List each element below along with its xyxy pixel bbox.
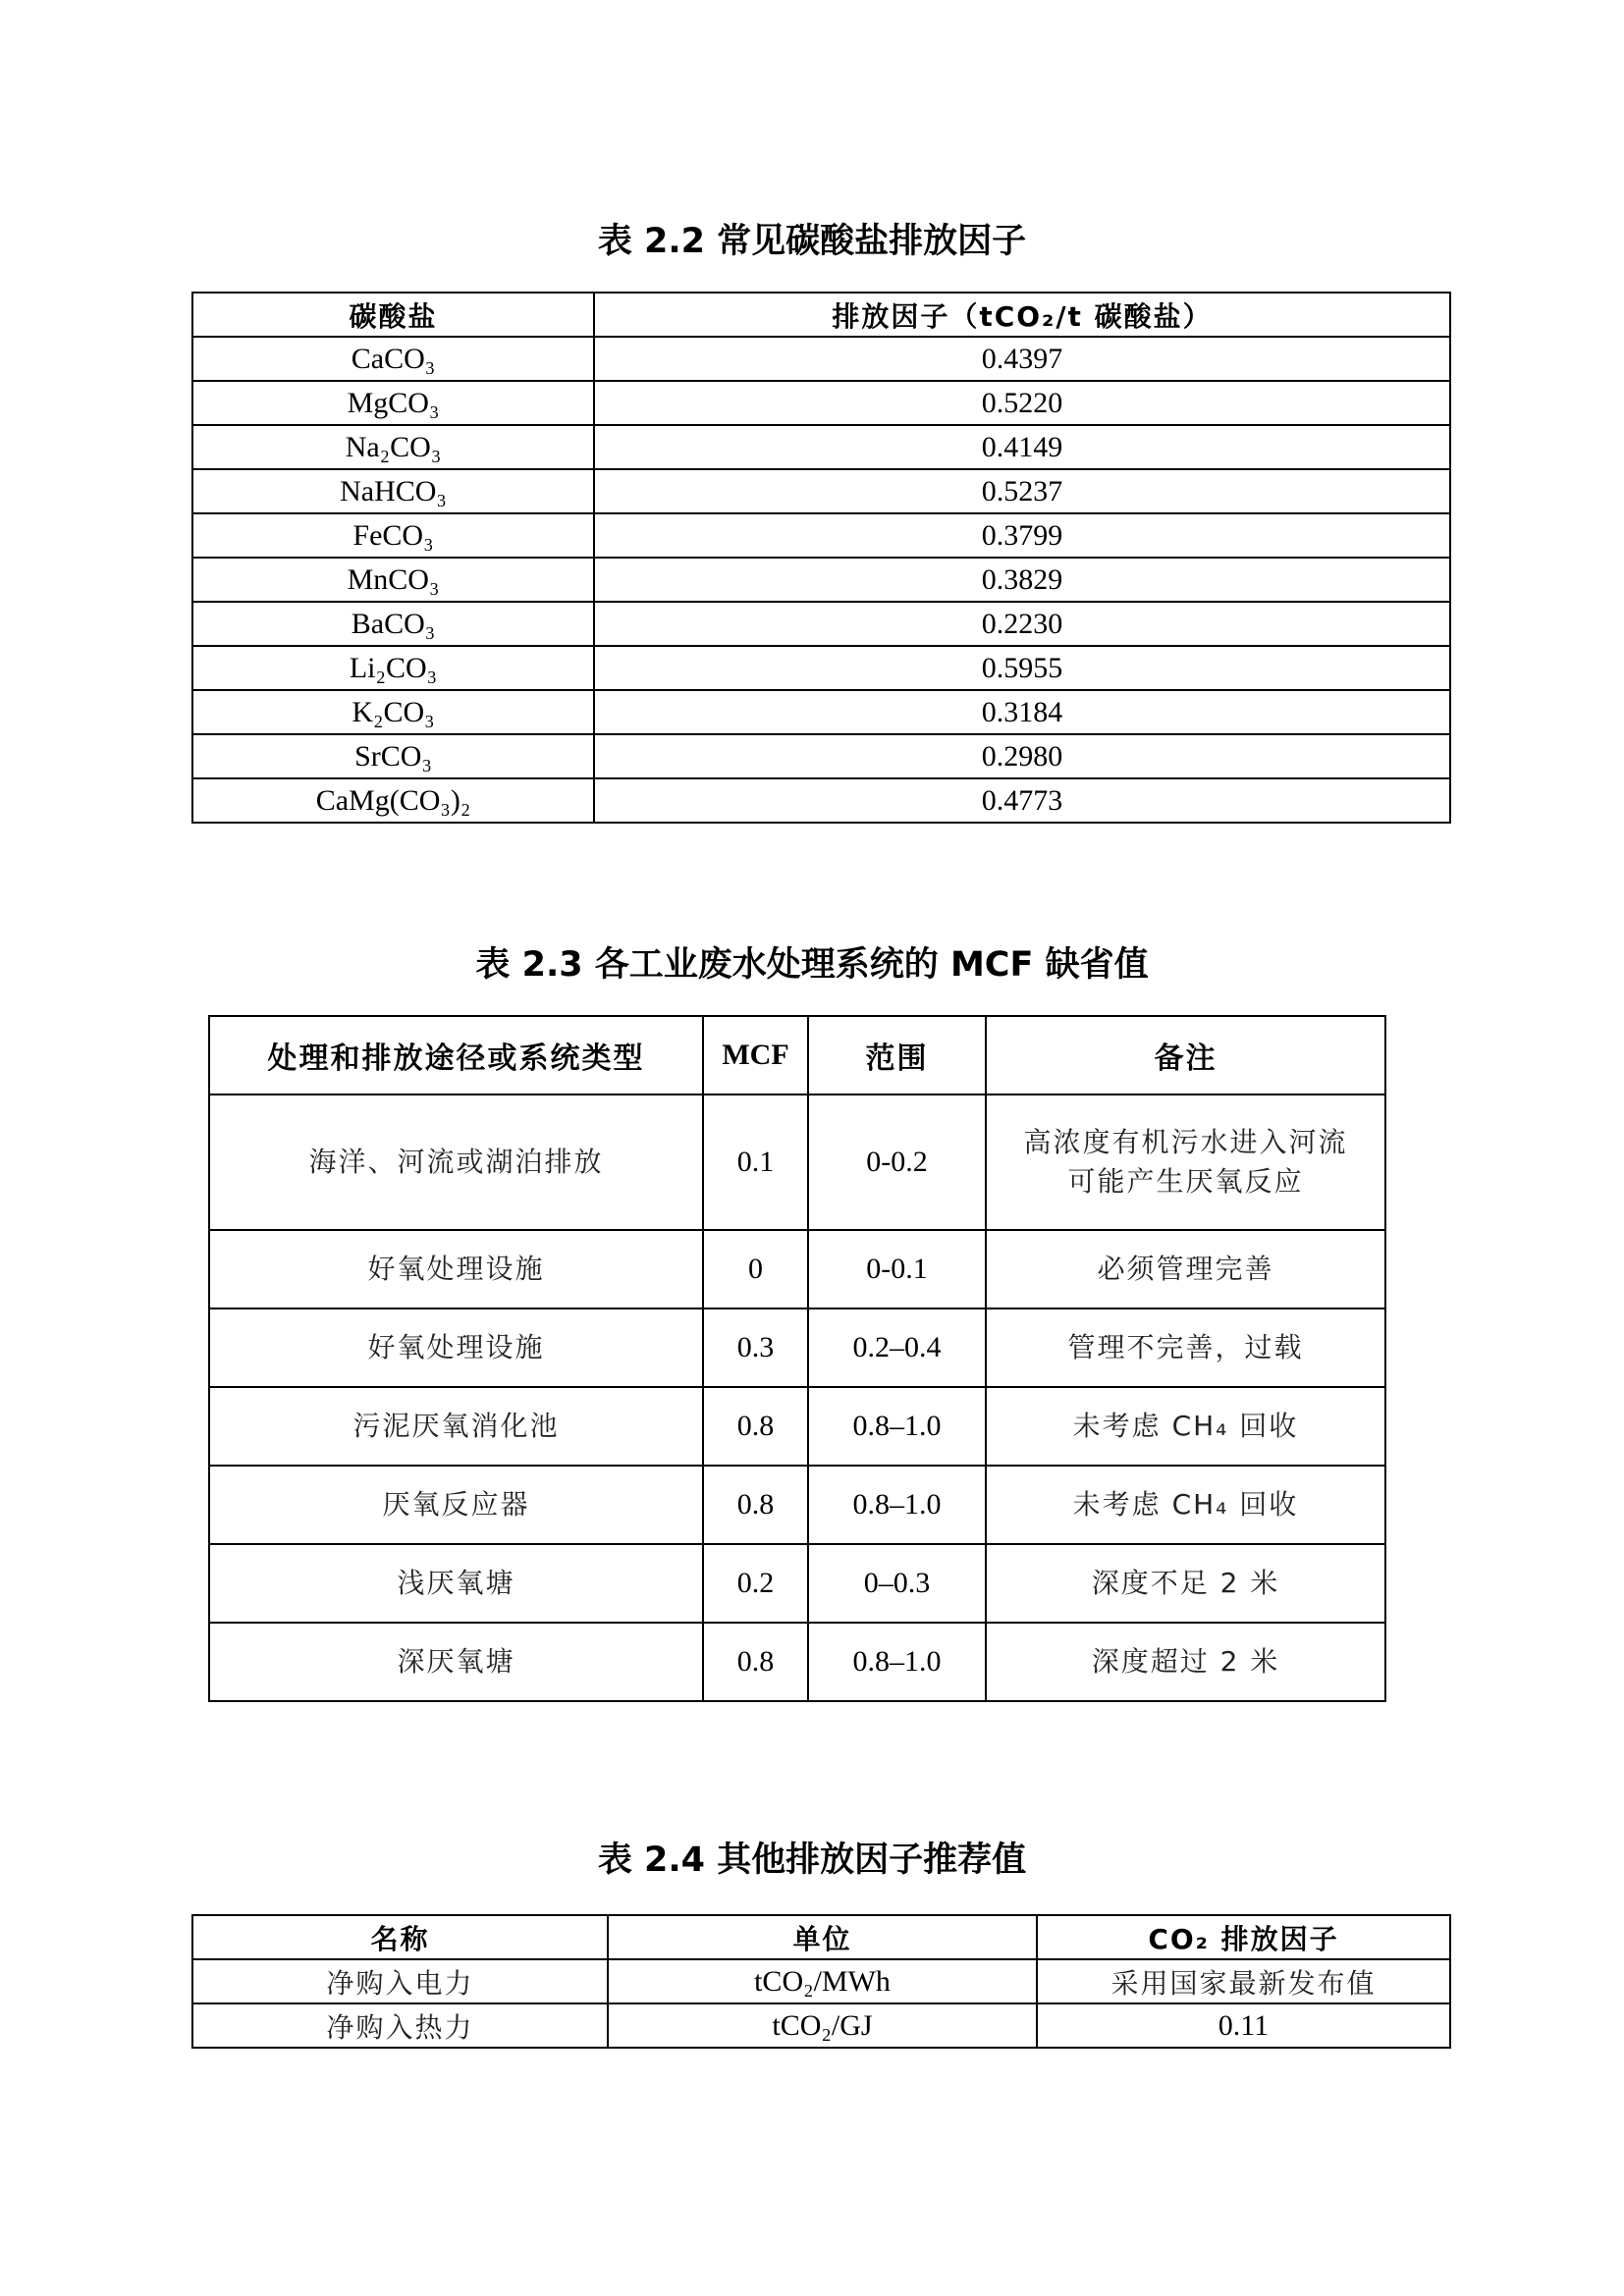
name-cell: 净购入热力	[192, 2003, 608, 2048]
system-type-cell: 海洋、河流或湖泊排放	[209, 1095, 703, 1230]
mcf-cell: 0.3	[703, 1308, 808, 1387]
name-cell: 净购入电力	[192, 1959, 608, 2003]
table-row	[192, 381, 1450, 425]
table-row	[209, 1387, 1385, 1466]
note-cell: 管理不完善，过载	[986, 1308, 1385, 1387]
range-cell: 0.8–1.0	[808, 1387, 986, 1466]
carbonate-cell: NaHCO₃	[192, 469, 594, 513]
column-header-name: 名称	[192, 1915, 608, 1959]
table-row	[209, 1623, 1385, 1701]
table-row	[192, 425, 1450, 469]
factor-cell: 0.2980	[594, 734, 1450, 778]
factor-cell: 0.4397	[594, 337, 1450, 381]
table-header-row	[192, 293, 1450, 337]
range-cell: 0-0.2	[808, 1095, 986, 1230]
table-row	[192, 469, 1450, 513]
note-cell: 未考虑 CH₄ 回收	[986, 1466, 1385, 1544]
table-row	[209, 1095, 1385, 1230]
carbonate-cell: CaMg(CO₃)₂	[192, 778, 594, 823]
range-cell: 0.2–0.4	[808, 1308, 986, 1387]
note-cell: 深度不足 2 米	[986, 1544, 1385, 1623]
table-row	[192, 646, 1450, 690]
other-emission-factor-table	[191, 1914, 1451, 2049]
system-type-cell: 浅厌氧塘	[209, 1544, 703, 1623]
carbonate-cell: CaCO₃	[192, 337, 594, 381]
factor-cell: 0.4149	[594, 425, 1450, 469]
table-row	[192, 602, 1450, 646]
factor-cell: 0.5955	[594, 646, 1450, 690]
carbonate-cell: MnCO₃	[192, 558, 594, 602]
table-row	[209, 1466, 1385, 1544]
mcf-cell: 0.8	[703, 1387, 808, 1466]
table-row	[209, 1544, 1385, 1623]
note-cell: 深度超过 2 米	[986, 1623, 1385, 1701]
carbonate-cell: K₂CO₃	[192, 690, 594, 734]
note-line: 高浓度有机污水进入河流	[1023, 1126, 1348, 1158]
range-cell: 0–0.3	[808, 1544, 986, 1623]
carbonate-cell: Na₂CO₃	[192, 425, 594, 469]
range-cell: 0.8–1.0	[808, 1466, 986, 1544]
unit-cell: tCO₂/MWh	[608, 1959, 1037, 2003]
table-row	[192, 2003, 1450, 2048]
table-row	[209, 1230, 1385, 1308]
factor-cell: 0.5237	[594, 469, 1450, 513]
mcf-cell: 0.1	[703, 1095, 808, 1230]
column-header-mcf: MCF	[703, 1016, 808, 1095]
table-2-4-caption: 表 2.4 其他排放因子推荐值	[597, 1841, 1027, 1880]
unit-cell: tCO₂/GJ	[608, 2003, 1037, 2048]
table-row	[192, 513, 1450, 558]
carbonate-emission-factor-table	[191, 292, 1451, 824]
mcf-cell: 0.2	[703, 1544, 808, 1623]
table-row	[192, 337, 1450, 381]
factor-cell: 0.3184	[594, 690, 1450, 734]
range-cell: 0-0.1	[808, 1230, 986, 1308]
factor-cell: 0.3829	[594, 558, 1450, 602]
table-row	[209, 1308, 1385, 1387]
factor-cell: 0.3799	[594, 513, 1450, 558]
table-row	[192, 558, 1450, 602]
table-row	[192, 690, 1450, 734]
column-header-unit: 单位	[608, 1915, 1037, 1959]
carbonate-cell: BaCO₃	[192, 602, 594, 646]
note-line: 可能产生厌氧反应	[1067, 1165, 1304, 1198]
factor-cell: 0.4773	[594, 778, 1450, 823]
table-2-3-caption: 表 2.3 各工业废水处理系统的 MCF 缺省值	[475, 945, 1149, 985]
value-cell: 0.11	[1037, 2003, 1450, 2048]
note-cell: 未考虑 CH₄ 回收	[986, 1387, 1385, 1466]
table-row	[192, 778, 1450, 823]
range-cell: 0.8–1.0	[808, 1623, 986, 1701]
table-header-row	[192, 1915, 1450, 1959]
carbonate-cell: SrCO₃	[192, 734, 594, 778]
factor-cell: 0.2230	[594, 602, 1450, 646]
system-type-cell: 厌氧反应器	[209, 1466, 703, 1544]
carbonate-cell: FeCO₃	[192, 513, 594, 558]
column-header-carbonate: 碳酸盐	[192, 293, 594, 337]
mcf-cell: 0.8	[703, 1623, 808, 1701]
column-header-emission-factor: 排放因子（tCO₂/t 碳酸盐）	[594, 293, 1450, 337]
mcf-cell: 0	[703, 1230, 808, 1308]
note-cell	[986, 1095, 1385, 1230]
table-2-2-caption: 表 2.2 常见碳酸盐排放因子	[597, 222, 1027, 261]
table-row	[192, 734, 1450, 778]
value-cell: 采用国家最新发布值	[1037, 1959, 1450, 2003]
note-cell: 必须管理完善	[986, 1230, 1385, 1308]
column-header-range: 范围	[808, 1016, 986, 1095]
column-header-co2-factor: CO₂ 排放因子	[1037, 1915, 1450, 1959]
column-header-note: 备注	[986, 1016, 1385, 1095]
system-type-cell: 深厌氧塘	[209, 1623, 703, 1701]
table-header-row	[209, 1016, 1385, 1095]
table-row	[192, 1959, 1450, 2003]
carbonate-cell: Li₂CO₃	[192, 646, 594, 690]
system-type-cell: 好氧处理设施	[209, 1308, 703, 1387]
carbonate-cell: MgCO₃	[192, 381, 594, 425]
wastewater-mcf-table	[208, 1015, 1386, 1702]
system-type-cell: 好氧处理设施	[209, 1230, 703, 1308]
factor-cell: 0.5220	[594, 381, 1450, 425]
system-type-cell: 污泥厌氧消化池	[209, 1387, 703, 1466]
mcf-cell: 0.8	[703, 1466, 808, 1544]
column-header-system-type: 处理和排放途径或系统类型	[209, 1016, 703, 1095]
